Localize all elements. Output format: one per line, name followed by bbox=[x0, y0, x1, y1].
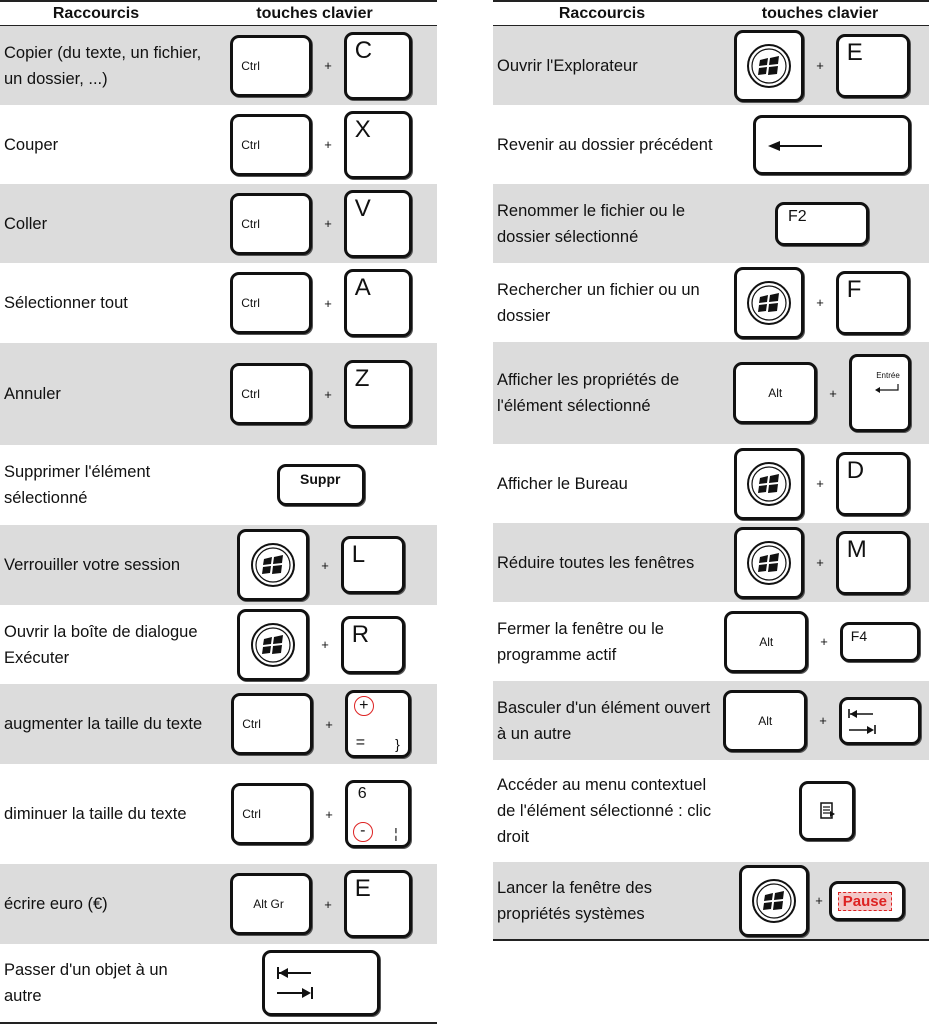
enter-arrow-icon bbox=[874, 383, 900, 395]
table-row bbox=[493, 523, 929, 602]
windows-logo-icon bbox=[249, 541, 297, 589]
menu-key bbox=[799, 781, 855, 841]
key-combo bbox=[715, 760, 929, 862]
shortcut-description: Passer d'un objet à un autre bbox=[4, 961, 168, 1005]
right-shortcut-table bbox=[493, 0, 929, 941]
letter-key: R bbox=[341, 616, 405, 674]
key-combo bbox=[205, 864, 437, 944]
enter-key: Entrée bbox=[849, 354, 911, 432]
windows-logo-icon bbox=[745, 460, 793, 508]
letter-key: A bbox=[344, 269, 412, 337]
key-combo bbox=[205, 605, 437, 684]
tab-key bbox=[839, 697, 921, 745]
plus-sign: + bbox=[816, 58, 824, 73]
windows-logo-icon bbox=[745, 42, 793, 90]
letter-key: E bbox=[836, 34, 910, 98]
windows-key bbox=[237, 609, 309, 681]
table-row bbox=[0, 605, 437, 684]
table-row bbox=[493, 26, 929, 105]
ctrl-key: Ctrl bbox=[230, 35, 312, 97]
shortcut-description: Ouvrir l'Explorateur bbox=[497, 56, 638, 75]
tab-key-icon bbox=[847, 706, 877, 738]
plus-sign: + bbox=[324, 295, 332, 311]
letter-key: X bbox=[344, 111, 412, 179]
key-combo bbox=[205, 26, 437, 105]
alt-key: Alt bbox=[733, 362, 817, 424]
key-combo bbox=[205, 184, 437, 263]
tab-key bbox=[262, 950, 380, 1016]
table-row bbox=[493, 862, 929, 941]
table-row bbox=[0, 525, 437, 605]
ctrl-key: Ctrl bbox=[231, 783, 313, 845]
right-header-row bbox=[493, 0, 929, 26]
table-row bbox=[0, 764, 437, 864]
plus-sign: + bbox=[324, 137, 332, 152]
table-row bbox=[493, 184, 929, 263]
header-keys: touches clavier bbox=[761, 4, 879, 22]
letter-key: Z bbox=[344, 360, 412, 428]
key-combo bbox=[205, 525, 437, 605]
table-row bbox=[0, 343, 437, 445]
key-combo bbox=[715, 342, 929, 444]
shortcut-description: Ouvrir la boîte de dialogue Exécuter bbox=[4, 622, 198, 667]
ctrl-key: Ctrl bbox=[230, 272, 312, 334]
table-row bbox=[0, 684, 437, 764]
ctrl-key: Ctrl bbox=[230, 363, 312, 425]
plus-sign: + bbox=[325, 806, 333, 822]
key-combo bbox=[205, 684, 437, 764]
shortcut-description: Sélectionner tout bbox=[4, 294, 128, 312]
windows-logo-icon bbox=[750, 877, 798, 925]
key-combo bbox=[715, 263, 929, 342]
plus-sign: + bbox=[819, 713, 827, 728]
table-row bbox=[0, 184, 437, 263]
windows-key bbox=[734, 30, 804, 102]
letter-key: E bbox=[344, 870, 412, 938]
letter-key: D bbox=[836, 452, 910, 516]
plus-sign: + bbox=[816, 476, 824, 491]
backspace-key-icon bbox=[766, 136, 826, 156]
shortcut-description: Copier (du texte, un fichier, un dossier, ...) bbox=[4, 43, 202, 88]
plus-sign: + bbox=[820, 634, 828, 649]
alt-key: Alt bbox=[723, 690, 807, 752]
table-row bbox=[0, 445, 437, 525]
plus-equal-key: + = } bbox=[345, 690, 411, 758]
alt-key: Alt bbox=[724, 611, 808, 673]
letter-key: L bbox=[341, 536, 405, 594]
plus-sign: + bbox=[324, 216, 332, 231]
windows-key bbox=[739, 865, 809, 937]
shortcut-description: Afficher le Bureau bbox=[497, 474, 628, 493]
altgr-key: Alt Gr bbox=[230, 873, 312, 935]
shortcut-description: Supprimer l'élément sélectionné bbox=[4, 463, 151, 507]
shortcut-description: augmenter la taille du texte bbox=[4, 715, 203, 733]
plus-sign: + bbox=[324, 58, 332, 73]
table-row bbox=[493, 444, 929, 523]
table-row bbox=[0, 263, 437, 343]
key-combo bbox=[205, 105, 437, 184]
key-combo bbox=[715, 105, 929, 184]
key-combo bbox=[715, 523, 929, 602]
plus-sign: + bbox=[321, 637, 329, 652]
windows-logo-icon bbox=[745, 539, 793, 587]
key-combo bbox=[715, 26, 929, 105]
shortcut-description: Verrouiller votre session bbox=[4, 556, 181, 574]
f2-key: F2 bbox=[775, 202, 869, 246]
plus-sign: + bbox=[324, 896, 332, 912]
left-header-row bbox=[0, 0, 437, 26]
letter-key: V bbox=[344, 190, 412, 258]
table-row bbox=[493, 105, 929, 184]
shortcut-description: Revenir au dossier précédent bbox=[497, 135, 713, 154]
header-shortcuts: Raccourcis bbox=[52, 4, 140, 22]
plus-sign: + bbox=[321, 557, 329, 573]
key-combo bbox=[205, 343, 437, 445]
table-row bbox=[493, 760, 929, 862]
six-minus-key: 6 - ¦ bbox=[345, 780, 411, 848]
header-shortcuts: Raccourcis bbox=[558, 4, 646, 22]
shortcut-description: Couper bbox=[4, 135, 59, 154]
shortcut-description: Afficher les propriétés de l'élément sélectionné bbox=[497, 371, 680, 415]
key-combo bbox=[205, 764, 437, 864]
key-combo bbox=[205, 944, 437, 1022]
plus-sign: + bbox=[815, 893, 823, 908]
tab-key-icon bbox=[275, 963, 315, 1003]
windows-key bbox=[237, 529, 309, 601]
table-row bbox=[493, 263, 929, 342]
letter-key: M bbox=[836, 531, 910, 595]
windows-key bbox=[734, 527, 804, 599]
pause-key: Pause bbox=[829, 881, 905, 921]
shortcut-description: Accéder au menu contextuel de l'élément sélectionné : clic droit bbox=[497, 776, 712, 846]
shortcut-description: diminuer la taille du texte bbox=[4, 805, 187, 823]
key-combo bbox=[715, 184, 929, 263]
key-combo bbox=[715, 862, 929, 939]
ctrl-key: Ctrl bbox=[231, 693, 313, 755]
letter-key: F bbox=[836, 271, 910, 335]
f4-key: F4 bbox=[840, 622, 920, 662]
table-row bbox=[0, 944, 437, 1024]
plus-sign: + bbox=[816, 555, 824, 570]
plus-sign: + bbox=[829, 385, 837, 401]
shortcut-description: Lancer la fenêtre des propriétés systèmes bbox=[497, 878, 653, 923]
shortcut-description: Annuler bbox=[4, 385, 61, 403]
windows-key bbox=[734, 448, 804, 520]
windows-logo-icon bbox=[745, 279, 793, 327]
windows-logo-icon bbox=[249, 621, 297, 669]
shortcut-description: Basculer d'un élément ouvert à un autre bbox=[497, 698, 711, 743]
menu-key-icon bbox=[820, 802, 836, 820]
key-combo bbox=[205, 445, 437, 525]
table-row bbox=[0, 26, 437, 105]
table-row bbox=[0, 105, 437, 184]
suppr-key: Suppr bbox=[277, 464, 365, 506]
header-keys: touches clavier bbox=[256, 4, 373, 22]
shortcut-description: Rechercher un fichier ou un dossier bbox=[497, 280, 700, 325]
ctrl-key: Ctrl bbox=[230, 193, 312, 255]
key-combo bbox=[715, 681, 929, 760]
table-row bbox=[493, 602, 929, 681]
plus-sign: + bbox=[816, 295, 824, 310]
ctrl-key: Ctrl bbox=[230, 114, 312, 176]
shortcut-description: Coller bbox=[4, 214, 48, 233]
windows-key bbox=[734, 267, 804, 339]
key-combo bbox=[715, 444, 929, 523]
table-row bbox=[493, 342, 929, 444]
plus-sign: + bbox=[324, 386, 332, 402]
table-row bbox=[493, 681, 929, 760]
letter-key: C bbox=[344, 32, 412, 100]
key-combo bbox=[205, 263, 437, 343]
left-shortcut-table bbox=[0, 0, 437, 1024]
shortcut-description: Renommer le fichier ou le dossier sélectionné bbox=[497, 201, 685, 246]
shortcut-description: Fermer la fenêtre ou le programme actif bbox=[497, 619, 664, 664]
plus-sign: + bbox=[325, 716, 333, 732]
shortcut-description: Réduire toutes les fenêtres bbox=[497, 553, 695, 572]
shortcut-description: écrire euro (€) bbox=[4, 895, 108, 913]
table-row bbox=[0, 864, 437, 944]
key-combo bbox=[715, 602, 929, 681]
backspace-key bbox=[753, 115, 911, 175]
